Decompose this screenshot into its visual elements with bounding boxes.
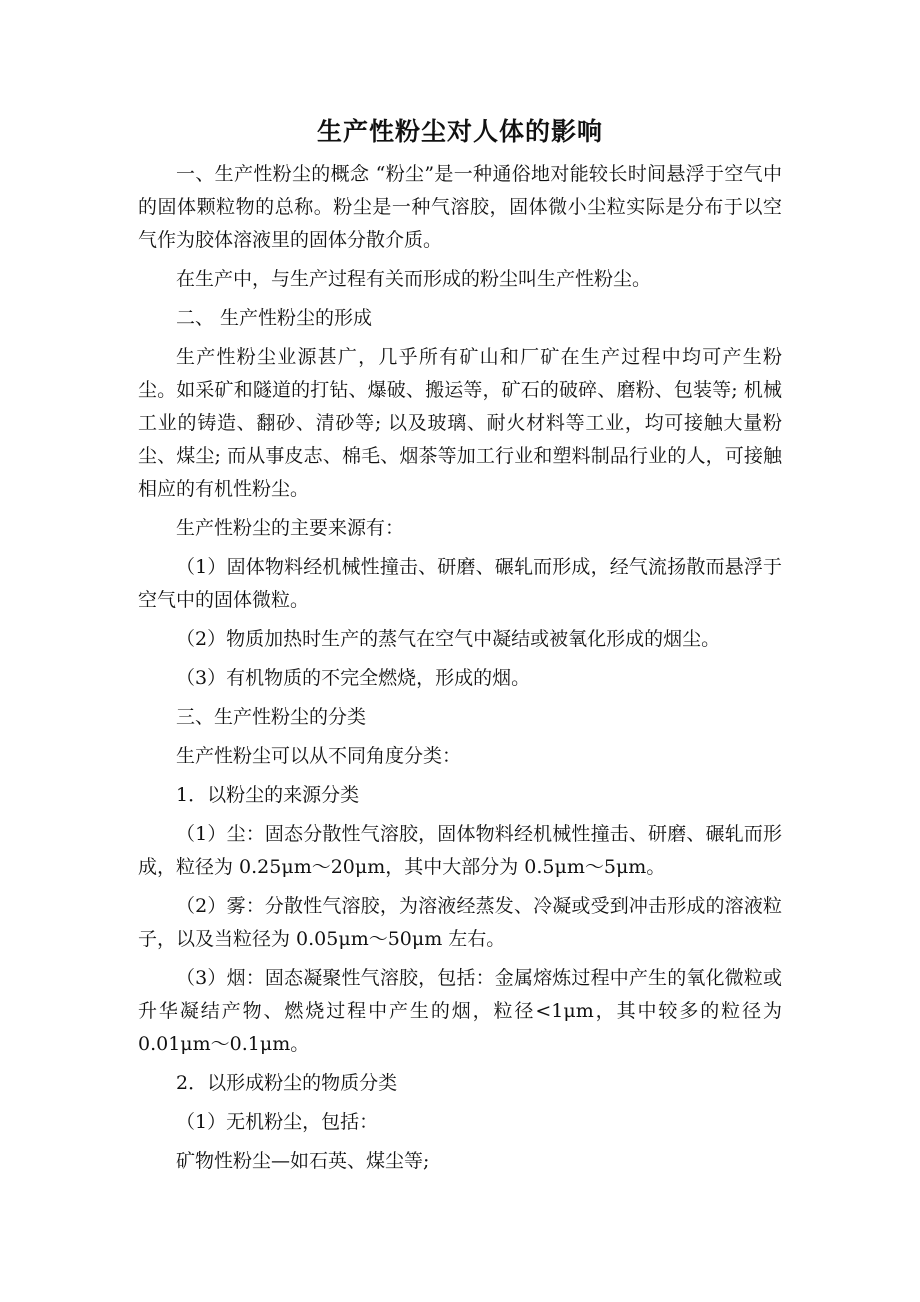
list-item-mist: （2）雾：分散性气溶胶，为溶液经蒸发、冷凝或受到冲击形成的溶液粒子，以及当粒径为 0.05μm～50μm 左右。 (138, 895, 782, 950)
section-heading-formation: 二、 生产性粉尘的形成 (176, 307, 373, 329)
list-item-source-3: （3）有机物质的不完全燃烧，形成的烟。 (176, 667, 531, 689)
paragraph-formation: 生产性粉尘业源甚广，几乎所有矿山和厂矿在生产过程中均可产生粉尘。如采矿和隧道的打钻、爆破、搬运等，矿石的破碎、磨粉、包装等; 机械工业的铸造、翻砂、清砂等; 以及玻璃、耐火材料等工业，均可接触大量粉尘、煤尘; 而从事皮志、棉毛、烟茶等加工行业和塑料制品行业的人，可接触相应的有机性粉尘。 (138, 346, 782, 500)
list-item-source-1: （1）固体物料经机械性撞击、研磨、碾轧而形成，经气流扬散而悬浮于空气中的固体微粒。 (138, 556, 782, 611)
paragraph-mineral-dust: 矿物性粉尘—如石英、煤尘等; (176, 1150, 430, 1172)
document-body (138, 158, 782, 1184)
list-item-smoke: （3）烟：固态凝聚性气溶胶，包括：金属熔炼过程中产生的氧化微粒或升华凝结产物、燃烧过程中产生的烟，粒径<1μm，其中较多的粒径为 0.01μm～0.1μm。 (138, 967, 782, 1055)
paragraph-classification-intro: 生产性粉尘可以从不同角度分类： (176, 745, 462, 767)
paragraph-sources-intro: 生产性粉尘的主要来源有： (176, 517, 405, 539)
paragraph-concept: 一、生产性粉尘的概念 “粉尘”是一种通俗地对能较长时间悬浮于空气中的固体颗粒物的总称。粉尘是一种气溶胶，固体微小尘粒实际是分布于以空气作为胶体溶液里的固体分散介质。 (138, 163, 782, 251)
subheading-by-substance: 2．以形成粉尘的物质分类 (176, 1072, 398, 1094)
subheading-by-source: 1．以粉尘的来源分类 (176, 784, 360, 806)
section-heading-classification: 三、生产性粉尘的分类 (176, 706, 367, 728)
paragraph-definition: 在生产中，与生产过程有关而形成的粉尘叫生产性粉尘。 (176, 268, 652, 290)
document-title: 生产性粉尘对人体的影响 (316, 117, 603, 146)
list-item-inorganic: （1）无机粉尘，包括： (176, 1111, 379, 1133)
list-item-source-2: （2）物质加热时生产的蒸气在空气中凝结或被氧化形成的烟尘。 (176, 628, 721, 650)
list-item-dust: （1）尘：固态分散性气溶胶，固体物料经机械性撞击、研磨、碾轧而形成，粒径为 0.25μm～20μm，其中大部分为 0.5μm～5μm。 (138, 823, 782, 878)
